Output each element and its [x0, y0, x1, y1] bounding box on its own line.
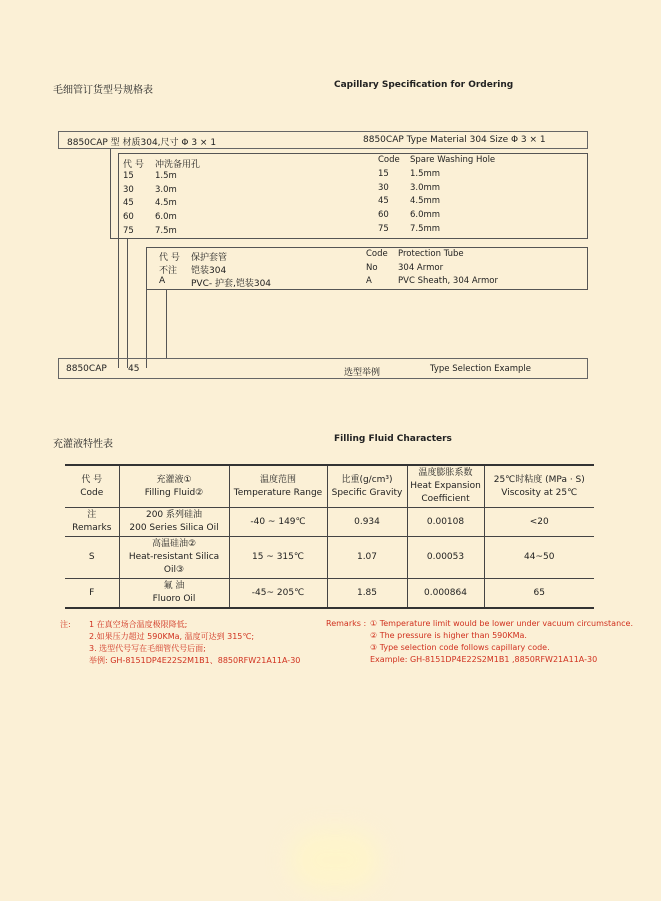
- col-header-code: [65, 465, 119, 508]
- wash-en: 3.0mm: [410, 183, 441, 193]
- bracket-line: [587, 247, 588, 290]
- cell-temp: -45~ 205℃: [229, 579, 327, 609]
- cell-viscosity: <20: [484, 508, 594, 537]
- col-header-gravity: [327, 465, 407, 508]
- cell-code: [65, 537, 119, 579]
- wash-code: 30: [123, 185, 134, 195]
- col-header-cn: 温度膨胀系数: [418, 468, 473, 478]
- col-header-en: Temperature Range: [233, 487, 323, 498]
- cell-code-en: F: [89, 587, 95, 598]
- bracket-line: [166, 290, 167, 358]
- note-en: ① Temperature limit would be lower under vacuum circumstance.: [370, 619, 634, 628]
- wash-code-en: 60: [378, 210, 389, 220]
- note-cn: 3. 选型代号写在毛细管代号后面;: [89, 644, 206, 653]
- bracket-line: [110, 149, 111, 238]
- protect-en: 304 Armor: [398, 263, 444, 273]
- cell-expansion: 0.00053: [407, 537, 484, 579]
- protect-head-label-cn: 保护套管: [191, 253, 228, 263]
- example-value: 45: [128, 364, 140, 374]
- cell-code: [65, 579, 119, 609]
- table-row: [65, 508, 594, 537]
- cell-fluid: [119, 579, 229, 609]
- spec-header-left: 8850CAP 型 材质304,尺寸 Φ 3 × 1: [67, 138, 217, 148]
- cell-code: [65, 508, 119, 537]
- table-row: [65, 579, 594, 609]
- note-en: ② The pressure is higher than 590KMa.: [370, 631, 527, 640]
- wash-cn: 7.5m: [155, 226, 177, 236]
- cell-temp: 15 ~ 315℃: [229, 537, 327, 579]
- protect-code-en: A: [366, 276, 372, 286]
- cell-viscosity: 44~50: [484, 537, 594, 579]
- wash-en: 4.5mm: [410, 196, 441, 206]
- wash-code: 45: [123, 198, 134, 208]
- protect-head-code-en: Code: [366, 249, 388, 259]
- col-header-en: Heat Expansion Coefficient: [410, 481, 481, 504]
- cell-code-cn: 注: [87, 510, 97, 520]
- bracket-line: [587, 153, 588, 239]
- protect-head-label-en: Protection Tube: [398, 249, 464, 259]
- cell-gravity: 1.07: [327, 537, 407, 579]
- example-label-en: Type Selection Example: [430, 364, 531, 374]
- wash-en: 1.5mm: [410, 169, 441, 179]
- col-header-temp: [229, 465, 327, 508]
- protect-code-en: No: [366, 263, 378, 273]
- note-en: Example: GH-8151DP4E22S2M1B1 ,8850RFW21A11A-30: [370, 655, 598, 664]
- cell-code-en: Remarks: [72, 523, 112, 533]
- wash-cn: 6.0m: [155, 212, 177, 222]
- bracket-line: [127, 239, 128, 368]
- wash-code-en: 75: [378, 224, 389, 234]
- col-header-en: Specific Gravity: [331, 487, 403, 498]
- bracket-line: [146, 289, 588, 290]
- note-cn: 举例: GH-8151DP4E22S2M1B1、8850RFW21A11A-30: [89, 656, 301, 665]
- col-header-en: Code: [80, 487, 104, 498]
- wash-cn: 1.5m: [155, 171, 177, 181]
- cell-fluid-cn: 氟 油: [163, 581, 185, 591]
- fluid-table: [65, 464, 594, 609]
- spec-header-right: 8850CAP Type Material 304 Size Φ 3 × 1: [363, 135, 546, 145]
- col-header-cn: 25℃时粘度 (MPa · S): [493, 474, 585, 485]
- wash-code: 60: [123, 212, 134, 222]
- wash-head-code-cn: 代 号: [123, 160, 144, 170]
- protect-cn: PVC- 护套,铠装304: [191, 279, 272, 289]
- col-header-cn: 温度范围: [259, 474, 296, 485]
- cell-gravity: 1.85: [327, 579, 407, 609]
- col-header-fluid: [119, 465, 229, 508]
- example-code: 8850CAP: [66, 364, 107, 374]
- wash-code: 15: [123, 171, 134, 181]
- cell-temp: -40 ~ 149℃: [229, 508, 327, 537]
- wash-code-en: 15: [378, 169, 389, 179]
- note-cn: 1 在真空场合温度极限降低;: [89, 620, 188, 629]
- table-row: [65, 537, 594, 579]
- cell-fluid-en: 200 Series Silica Oil: [129, 523, 219, 533]
- table-header-row: [65, 465, 594, 508]
- col-header-viscosity: [484, 465, 594, 508]
- spec-title-en: Capillary Specification for Ordering: [334, 80, 514, 90]
- wash-cn: 3.0m: [155, 185, 177, 195]
- col-header-cn: 充灌液①: [156, 474, 192, 485]
- cell-code-en: S: [88, 552, 95, 562]
- protect-cn: 铠装304: [191, 266, 227, 276]
- cell-fluid-en: Heat-resistant Silica Oil③: [128, 552, 220, 575]
- bracket-line: [118, 153, 119, 368]
- wash-en: 6.0mm: [410, 210, 441, 220]
- col-header-cn: 代 号: [81, 474, 103, 485]
- protect-head-code-cn: 代 号: [159, 253, 180, 263]
- wash-head-label-en: Spare Washing Hole: [410, 155, 496, 165]
- col-header-en: Viscosity at 25℃: [501, 487, 578, 498]
- protect-code-cn: A: [159, 276, 166, 286]
- example-label-cn: 选型举例: [344, 368, 381, 378]
- cell-fluid: [119, 508, 229, 537]
- bracket-line: [110, 238, 588, 239]
- fluid-title-en: Filling Fluid Characters: [334, 434, 452, 444]
- cell-fluid: [119, 537, 229, 579]
- bracket-line: [118, 153, 588, 154]
- col-header-expansion: [407, 465, 484, 508]
- col-header-en: Filling Fluid②: [144, 487, 204, 498]
- note-en: ③ Type selection code follows capillary code.: [370, 643, 550, 652]
- wash-code-en: 30: [378, 183, 389, 193]
- note-cn: 2.如果压力超过 590KMa, 温度可达到 315℃;: [89, 632, 255, 641]
- wash-cn: 4.5m: [155, 198, 177, 208]
- wash-en: 7.5mm: [410, 224, 441, 234]
- cell-fluid-cn: 高温硅油②: [151, 539, 197, 549]
- cell-expansion: 0.000864: [407, 579, 484, 609]
- bracket-line: [146, 247, 147, 368]
- wash-code-en: 45: [378, 196, 389, 206]
- wash-head-label-cn: 冲洗备用孔: [155, 160, 201, 170]
- wash-head-code-en: Code: [378, 155, 400, 165]
- cell-viscosity: 65: [484, 579, 594, 609]
- cell-fluid-en: Fluoro Oil: [152, 594, 196, 604]
- wash-code: 75: [123, 226, 134, 236]
- notes-label-en: Remarks :: [326, 619, 367, 628]
- spec-title-cn: 毛细管订货型号规格表: [53, 85, 153, 96]
- protect-en: PVC Sheath, 304 Armor: [398, 276, 498, 286]
- cell-fluid-cn: 200 系列硅油: [145, 510, 203, 520]
- col-header-cn: 比重(g/cm³): [341, 474, 393, 485]
- protect-code-cn: 不注: [159, 266, 178, 276]
- bracket-line: [146, 247, 588, 248]
- background-glow: [290, 830, 380, 890]
- cell-expansion: 0.00108: [407, 508, 484, 537]
- cell-gravity: 0.934: [327, 508, 407, 537]
- fluid-title-cn: 充灌液特性表: [53, 439, 113, 450]
- notes-label-cn: 注:: [60, 620, 71, 629]
